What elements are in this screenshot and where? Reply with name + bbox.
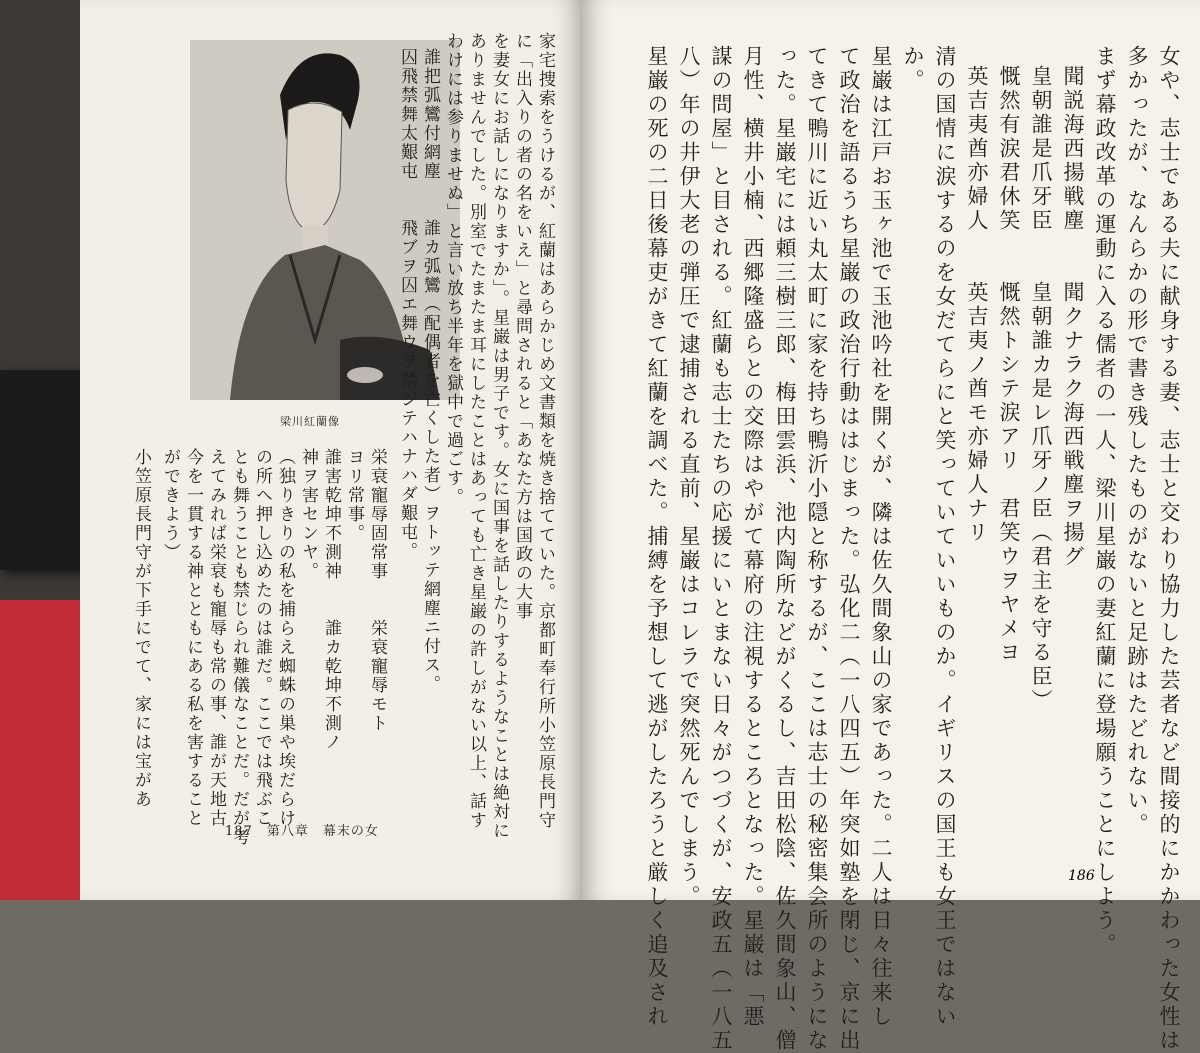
right-text-column-15: 謀の問屋」と目される。紅蘭も志士たちの応援にいとまない日々がつづくが、安政五（一八五 xyxy=(709,45,733,1053)
left-text-column-2: に「出入りの者の名をいえ」と尋問されると「あなた方は国政の大事 xyxy=(512,32,532,621)
right-poem-line-2: 皇朝誰是爪牙臣 皇朝誰カ是レ爪牙ノ臣（君主を守る臣） xyxy=(1029,65,1053,713)
right-text-column-17: 星巌の死の二日後幕吏がきて紅蘭を調べた。捕縛を予想して逃がしたろうと厳しく追及され xyxy=(645,45,669,1029)
left-lower-column-4: 神ヲ害センヤ。 xyxy=(298,448,318,581)
left-text-column-1: 家宅捜索をうけるが、紅蘭はあらかじめ文書類を焼き捨てていた。京都町奉行所小笠原長門守 xyxy=(535,32,555,830)
left-page xyxy=(80,0,580,900)
right-text-column-13: った。星巌宅には頼三樹三郎、梅田雲浜、池内陶所などがくるし、吉田松陰、佐久間象山、僧 xyxy=(773,45,797,1053)
right-text-column-11: て政治を語るうち星巌の政治行動ははじまった。弘化二（一八四五）年突如塾を閉じ、京に出 xyxy=(837,45,861,1053)
right-text-column-9: か。 xyxy=(901,45,925,93)
right-poem-line-1: 聞説海西揚戦塵 聞クナラク海西戦塵ヲ揚グ xyxy=(1061,65,1085,569)
left-lower-column-7: とも舞うことも禁じられ難儀なことだ。だが考 xyxy=(229,448,249,847)
right-text-column-1: 女や、志士である夫に献身する妻、志士と交わり協力した芸者など間接的にかかわった女性は xyxy=(1157,45,1181,1053)
left-lower-column-10: ができよう） xyxy=(160,448,180,562)
left-lower-column-2: ヨリ常事。 xyxy=(344,448,364,543)
right-text-column-2: 多かったが、なんらかの形で書き残したものがないと足跡はたどれない。 xyxy=(1125,45,1149,837)
left-lower-column-9: 今を一貫する神とともにある私を害すること xyxy=(183,448,203,828)
left-lower-column-6: の所へ押し込めたのは誰だ。ここでは飛ぶこ xyxy=(252,448,272,828)
left-text-column-3: を妻女にお話しになりますか」。星巌は男子です。女に国事を話したりするようなことは絶対に xyxy=(489,32,509,841)
left-poem-line-2: 囚飛禁舞太艱屯 飛ブヲ囚エ舞ウヲ禁ジテハナハダ艱屯。 xyxy=(397,48,417,561)
right-text-column-10: 星巌は江戸お玉ヶ池で玉池吟社を開くが、隣は佐久間象山の家であった。二人は日々往来し xyxy=(869,45,893,1029)
left-page-folio: 187 第八章 幕末の女 xyxy=(225,824,379,839)
right-text-column-16: 八）年の井伊大老の弾圧で逮捕される直前、星巌はコレラで突然死んでしまう。 xyxy=(677,45,701,909)
left-lower-column-1: 栄衰寵辱固常事 栄衰寵辱モト xyxy=(367,448,387,733)
right-page-folio: 186 xyxy=(1068,868,1095,884)
left-text-column-4: ありませんでした。別室でたまたま耳にしたことはあっても亡き星巌の許しがない以上、話す xyxy=(466,32,486,830)
right-text-column-3: まず幕政改革の運動に入る儒者の一人、梁川星巌の妻紅蘭に登場願うことにしよう。 xyxy=(1093,45,1117,957)
right-text-column-8: 清の国情に涙するのを女だてらにと笑っていていいものか。イギリスの国王も女王ではない xyxy=(933,45,957,1029)
right-poem-line-3: 慨然有涙君休笑 慨然トシテ涙アリ 君笑ウヲヤメヨ xyxy=(997,65,1021,665)
right-text-column-14: 月性、横井小楠、西郷隆盛らとの交際はやがて幕府の注視するところとなった。星巌は「悪 xyxy=(741,45,765,1029)
right-poem-line-4: 英吉夷酋亦婦人 英吉夷ノ酋モ亦婦人ナリ xyxy=(965,65,989,545)
left-poem-line-1: 誰把弧鸞付網塵 誰カ弧鸞（配偶者を亡くした者）ヲトッテ網塵ニ付ス。 xyxy=(420,48,440,694)
left-lower-column-11: 小笠原長門守が下手にでて、家には宝があ xyxy=(131,448,151,809)
left-lower-column-8: えてみれば栄衰も寵辱も常の事、誰が天地古 xyxy=(206,448,226,828)
left-lower-column-5: （独りきりの私を捕らえ蜘蛛の巣や埃だらけ xyxy=(275,448,295,828)
left-text-column-5: わけには参りませぬ」と言い放ち半年を獄中で過ごす。 xyxy=(443,32,463,507)
right-text-column-12: てきて鴨川に近い丸太町に家を持ち鴨沂小隠と称するが、ここは志士の秘密集会所のようにな xyxy=(805,45,829,1053)
left-lower-column-3: 誰害乾坤不測神 誰カ乾坤不測ノ xyxy=(321,448,341,752)
right-page xyxy=(580,0,1200,1053)
portrait-caption: 梁川紅蘭像 xyxy=(280,415,340,428)
